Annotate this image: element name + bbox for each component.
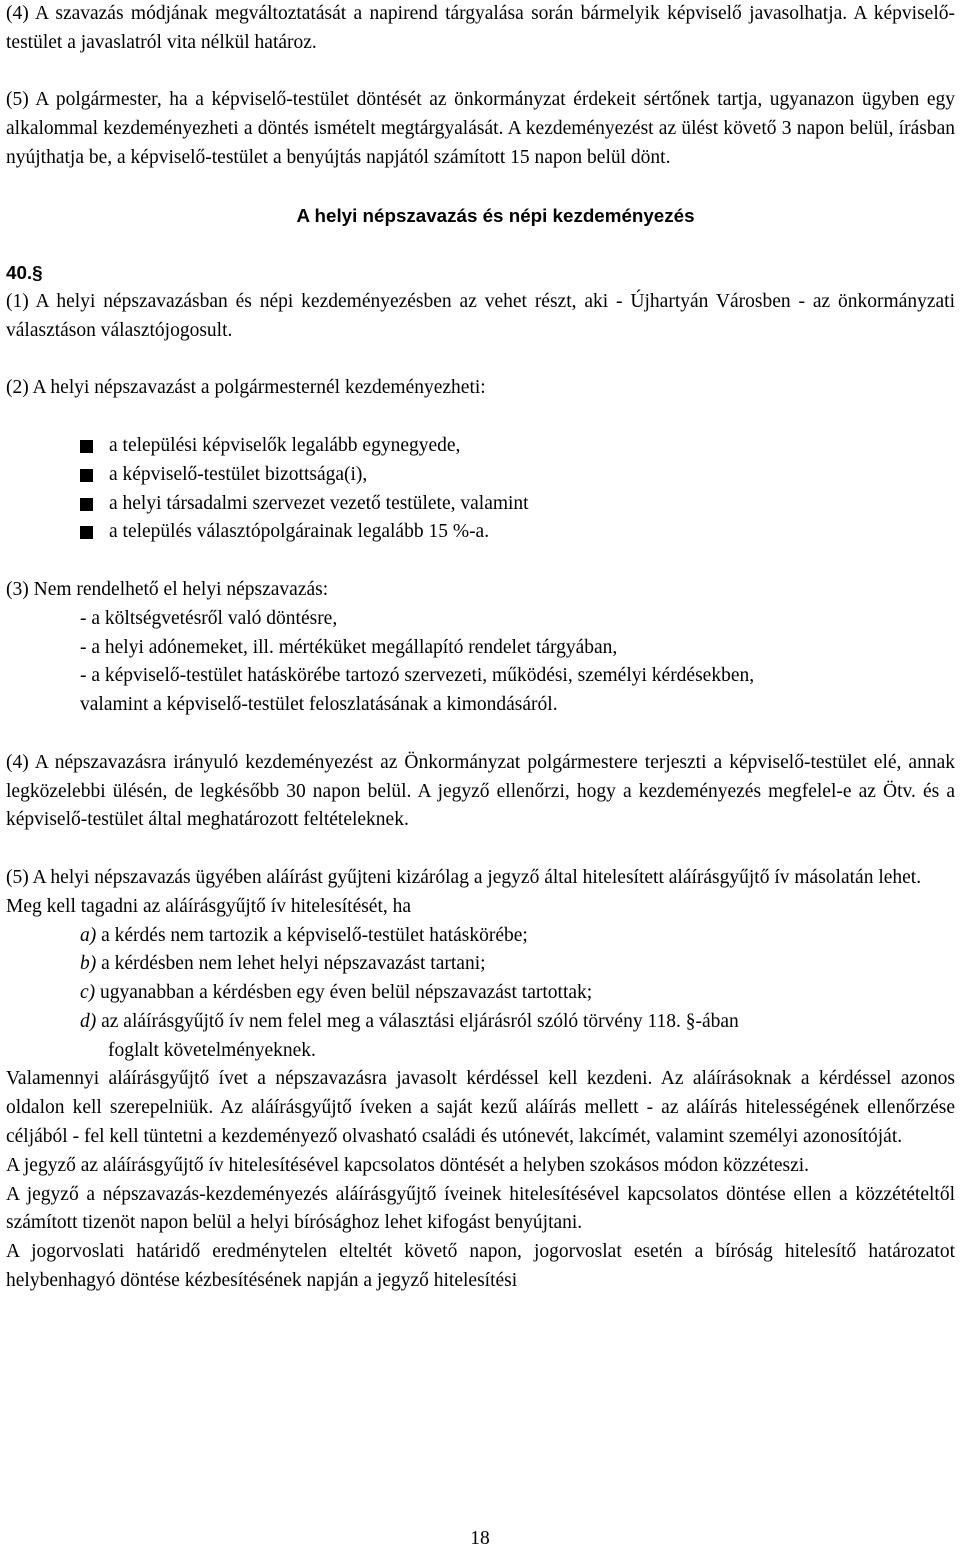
list-item-text: a település választópolgárainak legalább 15 %-a. [109,521,490,543]
list-item [80,922,955,951]
initiator-list [6,432,955,547]
paragraph-4-voting-method: (4) A szavazás módjának megváltoztatását a napirend tárgyalása során bármelyik képviselő javasolhatja. A képviselő-testület a javaslatról vita nélkül határoz. [6,3,955,53]
refusal-list [6,922,955,1066]
item-label: d) [80,1010,97,1032]
spacer [6,173,955,202]
item-text: a kérdésben nem lehet helyi népszavazást tartani; [96,953,486,975]
paragraph-5-mayor-reconsideration [6,86,955,172]
list-item [80,950,955,979]
subsection-1: (1) A helyi népszavazásban és népi kezdeményezésben az vehet részt, aki - Újhartyán Városben - az önkormányzati választáson választójogosult. [6,290,955,341]
list-item-text: a helyi társadalmi szervezet vezető testülete, valamint [109,492,529,514]
list-item [80,1008,955,1037]
list-item: - a helyi adónemeket, ill. mértéküket megállapító rendelet tárgyában, [80,636,618,658]
section-number-text: 40. [6,262,33,284]
section-heading: A helyi népszavazás és népi kezdeményezés [296,204,695,226]
list-item-text: a települési képviselők legalább egynegyede, [109,434,461,456]
refusal-intro: Meg kell tagadni az aláírásgyűjtő ív hitelesítését, ha [6,895,412,917]
item-label: b) [80,953,97,975]
spacer [6,547,955,576]
list-item-continuation: valamint a képviselő-testület feloszlatásának a kimondásáról. [80,694,558,716]
objection-paragraph: A jegyző a népszavazás-kezdeményezés aláírásgyűjtő íveinek hitelesítésével kapcsolatos döntése ellen a közzétételtől számított tizenöt napon belül a helyi bírósághoz lehet kifogást benyújtani. [6,1183,955,1234]
spacer [6,720,955,749]
exclusion-list [6,605,955,691]
list-item [80,979,955,1008]
spacer [6,403,955,432]
list-item [80,490,955,519]
list-item-continuation: foglalt követelményeknek. [108,1039,316,1061]
spacer [6,230,955,259]
square-bullet-icon [80,526,93,539]
list-item: - a képviselő-testület hatáskörébe tartozó szervezeti, működési, személyi kérdésekben, [80,665,755,687]
square-bullet-icon [80,498,93,511]
subsection-4: (4) A népszavazásra irányuló kezdeményezést az Önkormányzat polgármestere terjeszti a képviselő-testület elé, annak legközelebbi ülésén, de legkésőbb 30 napon belül. A jegyző ellenőrzi, hogy a kezdeményezés megfelel-e az Ötv. és a képviselő-testület által meghatározott feltételeknek. [6,751,955,831]
list-item [80,518,955,547]
item-text: a kérdés nem tartozik a képviselő-testület hatáskörébe; [96,924,528,946]
signature-sheet-paragraph: Valamennyi aláírásgyűjtő ívet a népszavazásra javasolt kérdéssel kell kezdeni. Az aláírásoknak a kérdéssel azonos oldalon kell szerepelniük. Az aláírásgyűjtő íveken a saját kezű aláírás mellett - az aláírás hitelességének ellenőrzése céljából - fel kell tüntetni a kezdeményező olvasható családi és utónevét, lakcímét, valamint személyi azonosítóját. [6,1068,955,1148]
item-text: ugyanabban a kérdésben egy éven belül népszavazást tartottak; [95,982,593,1004]
list-item: - a költségvetésről való döntésre, [80,607,338,629]
subsection-5: (5) A helyi népszavazás ügyében aláírást gyűjteni kizárólag a jegyző által hitelesített aláírásgyűjtő ív másolatán lehet. [6,866,922,888]
document-page [6,0,955,1296]
paragraph-5-text: (5) A polgármester, ha a képviselő-testület döntését az önkormányzat érdekeit sértőnek tartja, ugyanazon ügyben egy alkalommal kezdeményezheti a döntés ismételt megtárgyalását. A kezdeményezést az ülést követő 3 napon belül, írásban nyújthatja be, a képviselő-testület a benyújtás napjától számított 15 napon belül dönt. [6,89,955,168]
notary-publication-paragraph: A jegyző az aláírásgyűjtő ív hitelesítésével kapcsolatos döntését a helyben szokásos módon közzéteszi. [6,1154,810,1176]
spacer [6,58,955,87]
spacer [6,346,955,375]
item-text: az aláírásgyűjtő ív nem felel meg a választási eljárásról szóló törvény 118. §-ában [96,1010,739,1032]
page-number: 18 [470,1528,490,1549]
spacer [6,835,955,864]
list-item [80,461,955,490]
section-symbol: § [32,262,43,284]
item-label: a) [80,924,97,946]
section-number [6,259,955,288]
subsection-2-intro: (2) A helyi népszavazást a polgármesternél kezdeményezheti: [6,377,486,399]
list-item [80,432,955,461]
square-bullet-icon [80,469,93,482]
list-item-text: a képviselő-testület bizottsága(i), [109,463,368,485]
square-bullet-icon [80,440,93,453]
item-label: c) [80,982,96,1004]
remedy-deadline-paragraph: A jogorvoslati határidő eredménytelen elteltét követő napon, jogorvoslat esetén a bíróság hitelesítő határozatot helybenhagyó döntése kézbesítésének napján a jegyző hitelesítési [6,1241,955,1292]
subsection-3-intro: (3) Nem rendelhető el helyi népszavazás: [6,578,329,600]
